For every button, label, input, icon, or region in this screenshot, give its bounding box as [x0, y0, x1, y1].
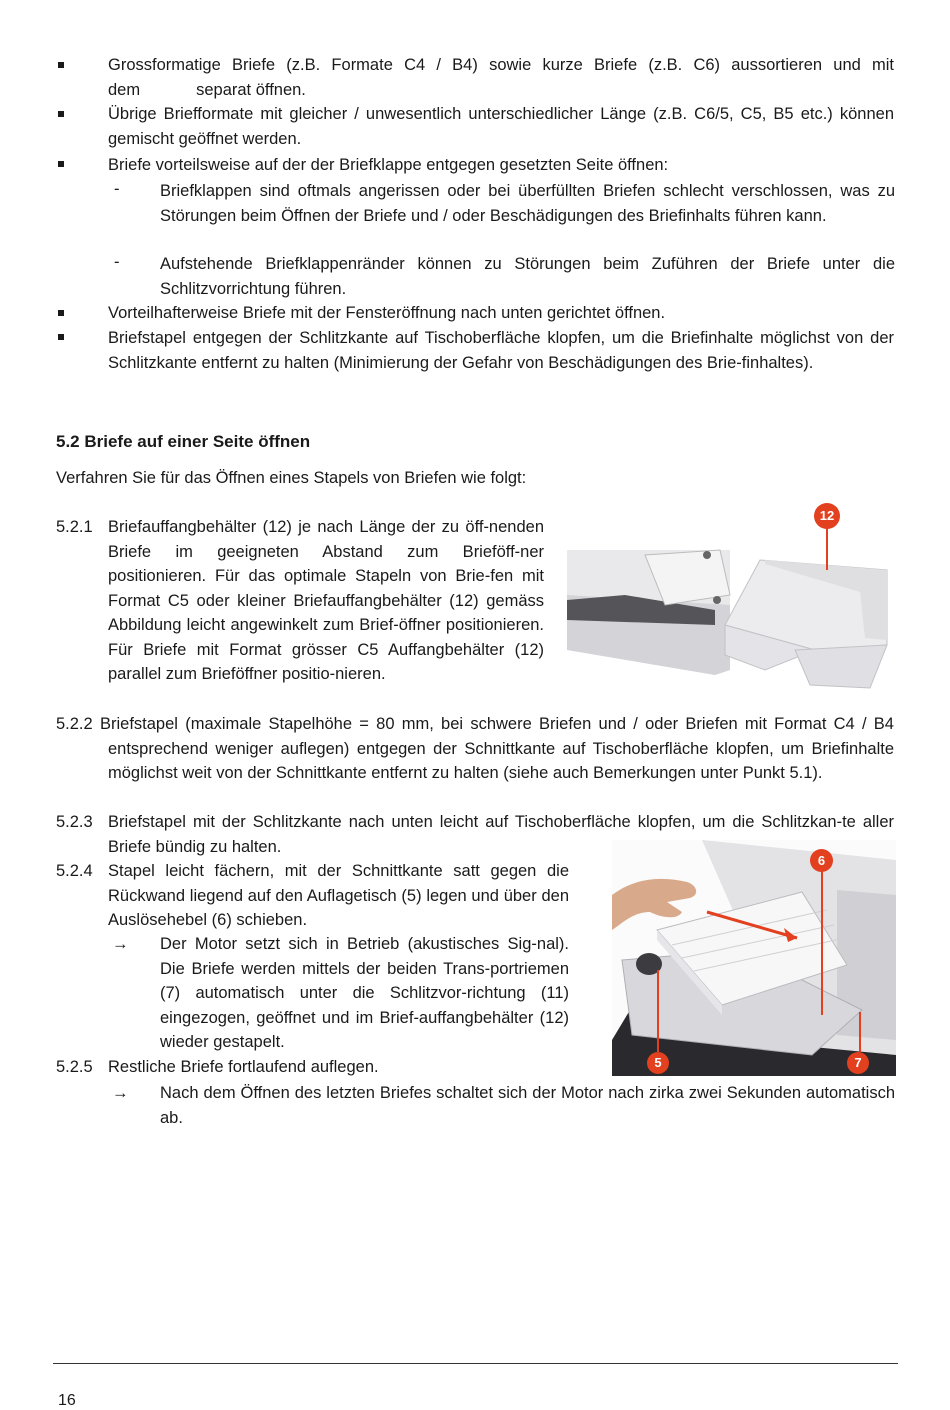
step-number: 5.2.3 — [56, 813, 93, 831]
step-text: Briefstapel (maximale Stapelhöhe = 80 mm, bei schwere Briefen und / oder Briefen mit Format C4 / B4 entsprechend weniger auflegen) entgegen der Schnittkante auf Tischoberfläche klopfen, um Briefinhalte möglichst weit von der Schnittkante entfernt zu halten (siehe auch Bemerkungen unter Punkt 5.1). — [100, 715, 894, 782]
callout-5: 5 — [647, 1052, 669, 1074]
page-number: 16 — [58, 1392, 76, 1409]
dash-marker: - — [114, 180, 120, 198]
callout-12: 12 — [814, 503, 840, 529]
bullet-text: Übrige Briefformate mit gleicher / unwesentlich unterschiedlicher Länge (z.B. C6/5, C5, B5 etc.) können gemischt geöffnet werden. — [108, 105, 894, 148]
callout-7: 7 — [847, 1052, 869, 1074]
step-text: Stapel leicht fächern, mit der Schnittkante satt gegen die Rückwand liegend auf den Auflagetisch (5) legen und über den Auslösehebel (6) schieben. — [108, 862, 569, 929]
step-result-text: Der Motor setzt sich in Betrieb (akustisches Sig-nal). Die Briefe werden mittels der beiden Trans-portriemen (7) automatisch unter die Schlitzvor-richtung (11) eingezogen, geöffnet und im Brief-auffangbehälter (12) wieder gestapelt. — [160, 935, 569, 1051]
bullet-marker — [58, 334, 64, 340]
bullet-text-cont: dem separat öffnen. — [108, 81, 306, 99]
section-intro: Verfahren Sie für das Öffnen eines Stapels von Briefen wie folgt: — [56, 469, 527, 487]
arrow-marker: → — [112, 1084, 129, 1102]
step-number: 5.2.5 — [56, 1058, 93, 1076]
letter-opener-photo — [612, 840, 896, 1076]
dash-text: Briefklappen sind oftmals angerissen oder bei überfüllten Briefen schlecht verschlossen, was zu Störungen beim Öffnen der Briefe und / oder Beschädigungen des Briefinhalts führen kann. — [160, 182, 895, 225]
bullet-text: Vorteilhafterweise Briefe mit der Fensteröffnung nach unten gerichtet öffnen. — [108, 304, 666, 322]
step-number: 5.2.2 — [56, 715, 93, 733]
letter-tray-illustration — [565, 500, 895, 690]
bullet-marker — [58, 310, 64, 316]
step-number: 5.2.1 — [56, 518, 93, 536]
dash-marker: - — [114, 253, 120, 271]
bullet-marker — [58, 62, 64, 68]
bullet-marker — [58, 161, 64, 167]
footer-rule — [53, 1363, 898, 1364]
step-number: 5.2.4 — [56, 862, 93, 880]
bullet-text: Briefe vorteilsweise auf der der Briefklappe entgegen gesetzten Seite öffnen: — [108, 156, 669, 174]
arrow-marker: → — [112, 935, 129, 953]
bullet-text: Grossformatige Briefe (z.B. Formate C4 / B4) sowie kurze Briefe (z.B. C6) aussortieren und mit — [108, 56, 894, 74]
callout-6: 6 — [810, 849, 833, 872]
step-text: Briefauffangbehälter (12) je nach Länge der zu öff-nenden Briefe im geeigneten Abstand zum Brieföff-ner positionieren. Für das optimale Stapeln von Brie-fen mit Format C5 oder kleiner Briefauffangbehälter (12) gemäss Abbildung leicht angewinkelt zum Brief-öffner positionieren. Für Briefe mit Format grösser C5 Auffangbehälter (12) parallel zum Brieföffner positio-nieren. — [108, 518, 544, 683]
step-text: Briefstapel mit der Schlitzkante nach unten leicht auf Tischoberfläche klopfen, um die Schlitzkan-te aller Briefe bündig zu halten. — [108, 813, 894, 856]
dash-text: Aufstehende Briefklappenränder können zu Störungen beim Zuführen der Briefe unter die Schlitzvorrichtung führen. — [160, 255, 895, 298]
bullet-text: Briefstapel entgegen der Schlitzkante auf Tischoberfläche klopfen, um die Briefinhalte möglichst von der Schlitzkante entfernt zu halten (Minimierung der Gefahr von Beschädigungen des Brie-finhaltes). — [108, 329, 894, 372]
bullet-marker — [58, 111, 64, 117]
step-result-text: Nach dem Öffnen des letzten Briefes schaltet sich der Motor nach zirka zwei Sekunden automatisch ab. — [160, 1084, 895, 1127]
step-text: Restliche Briefe fortlaufend auflegen. — [108, 1058, 379, 1076]
section-title: 5.2 Briefe auf einer Seite öffnen — [56, 432, 311, 451]
